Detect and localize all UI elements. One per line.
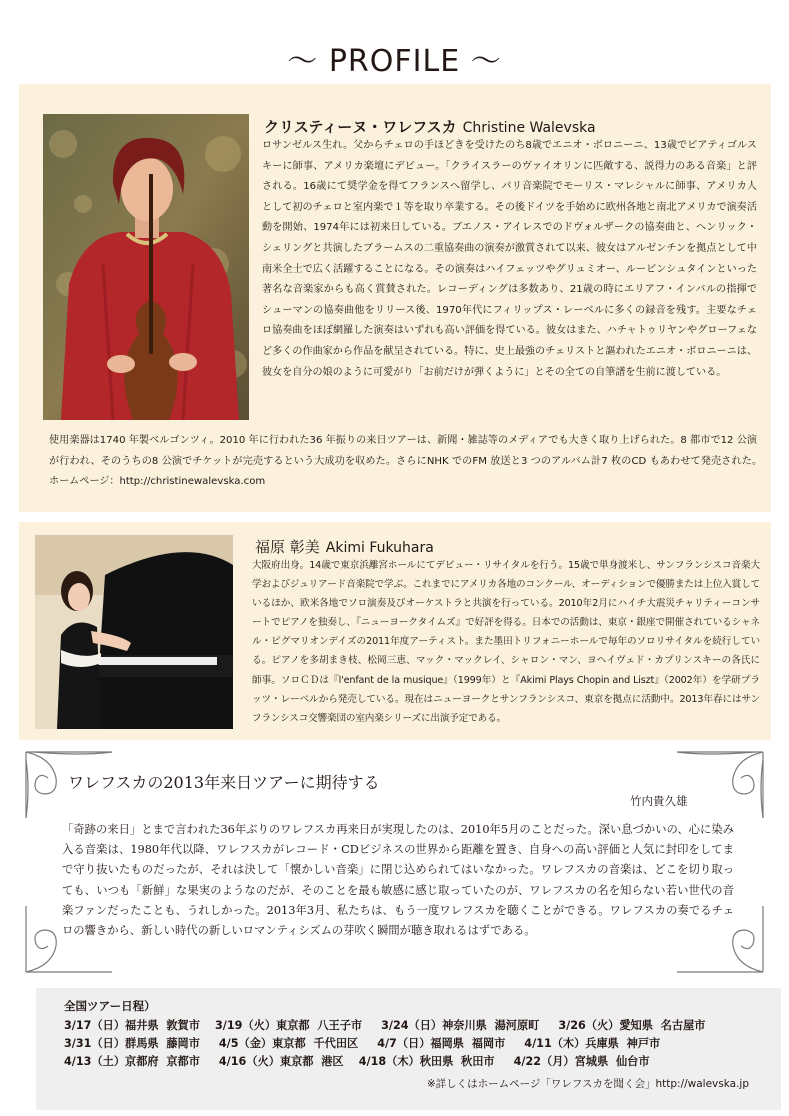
essay-body: 「奇跡の来日」とまで言われた36年ぶりのワレフスカ再来日が実現したのは、2010年5月のことだった。深い息づかいの、心に染み入る音楽は、1980年代以降、ワレフスカがレコード・CDビジネスの世界から距離を置き、自身への高い評価と人気に封印をしてまで守り抜いたものだったが、それは決して「懐かしい音楽」に閉じ込められてはいなかった。ワレフスカの音楽は、どこを切り取っても、いつも「新鮮」な果実のようなのだが、そのことを最も敏感に感じ取っていたのが、ワレフスカの名を知らない若い世代の音楽ファンだったことも、うれしかった。2013年3月、私たちは、もう一度ワレフスカを聴くことができる。ワレフスカの奏でるチェロの響きから、新しい時代の新しいロマンティシズムの芽吹く瞬間が聴き取れるはずである。	[62, 823, 734, 938]
page-title: ～ PROFILE ～	[287, 44, 502, 79]
profile-panel-fukuhara	[19, 522, 771, 740]
walevska-name	[264, 116, 596, 137]
fukuhara-name	[255, 536, 434, 557]
walevska-bio-continued: 使用楽器は1740 年製ベルゴンツィ。2010 年に行われた36 年振りの来日ツアーは、新聞・雑誌等のメディアでも大きく取り上げられた。8 都市で12 公演が行われ、そのうちの8 公演でチケットが完売するという大成功を収めた。さらにNHK でのFM 放送と3 つのアルバム計7 枚のCD もあわせて発売された。 ホームページ：http://christinewalevska.com	[49, 435, 768, 488]
tour-row: 4/13（土）京都府 京都市 4/16（火）東京都 港区 4/18（木）秋田県 秋田市 4/22（月）宮城県 仙台市	[64, 1055, 650, 1068]
fukuhara-name-ja: 福原 彰美	[255, 538, 320, 556]
tour-row: 3/31（日）群馬県 藤岡市 4/5（金）東京都 千代田区 4/7（日）福岡県 福岡市 4/11（木）兵庫県 神戸市	[64, 1037, 661, 1050]
walevska-photo	[43, 114, 249, 420]
fukuhara-bio: 大阪府出身。14歳で東京浜離宮ホールにてデビュー・リサイタルを行う。15歳で単身渡米し、サンフランシスコ音楽大学およびジュリアード音楽院で学ぶ。これまでにアメリカ各地のコンクール、オーディションで優勝または上位入賞しているほか、欧米各地でソロ演奏及びオーケストラと共演を行っている。2010年2月にハイチ大震災チャリティーコンサートでピアノを独奏し、『ニューヨークタイムズ』で好評を得る。日本での活動は、東京・銀座で開催されているシャネル・ピグマリオンデイズの2011年度アーティスト。また墨田トリフォニーホールで毎年のソロリサイタルを続行している。ピアノを多胡まき枝、松岡三恵、マック・マックレイ、シャロン・マン、ヨヘイヴェド・カプリンスキーの各氏に 師事。ソロＣＤは『l'enfant de la musique』（1999年）と『Akimi Plays Chopin and Liszt』（2002年）を学研プラッツ・レーベルから発売している。現在はニューヨークとサンフランシスコ、東京を拠点に活動中。2013年春にはサンフランシスコ交響楽団の室内楽シリーズに出演予定である。	[252, 560, 770, 724]
tour-note: ※詳しくはホームページ「ワレフスカを聞く会」http://walevska.jp	[426, 1078, 749, 1090]
walevska-name-ja: クリスティーヌ・ワレフスカ	[264, 118, 457, 136]
tour-title: 全国ツアー日程）	[64, 999, 156, 1013]
fukuhara-photo	[35, 535, 233, 729]
fukuhara-name-en: Akimi Fukuhara	[325, 540, 434, 556]
essay-title: ワレフスカの2013年来日ツアーに期待する	[68, 773, 380, 792]
walevska-bio: ロサンゼルス生れ。父からチェロの手ほどきを受けたのち8歳でエニオ・ボロニーニ、13歳でピアティゴルスキーに師事、アメリカ楽壇にデビュー。「クライスラーのヴァイオリンに匹敵する、説得力のある音楽」と評される。16歳にて奨学金を得てフランスへ留学し、パリ音楽院でモーリス・マレシャルに師事、アメリカ人として初のチェロと室内楽で１等を取り卒業する。その後ドイツを手始めに欧州各地と南北アメリカで演奏活動を開始、1974年には初来日している。ブエノス・アイレスでのドヴォルザークの協奏曲と、ヘンリック・シェリングと共演したブラームスの二重協奏曲の演奏が激賞されて以来、彼女はアルゼンチンを拠点として中南米全土で広く活躍することになる。その演奏はハイフェッツやグリュミオー、ルービンシュタインといった著名な音楽家からも高く賞賛された。レコーディングは多数あり、21歳の時にエリアフ・インバルの指揮でシューマンの協奏曲他をリリース後、1970年代にフィリップス・レーベルに多くの録音を残す。主要なチェロ協奏曲をほぼ網羅した演奏はいずれも高い評価を得ている。彼女はまた、ハチャトゥリヤンやグローフェなど多くの作曲家から作品を献呈されている。特に、史上最強のチェリストと謳われたエニオ・ボロニーニは、彼女を自分の娘のように可愛がり「お前だけが弾くように」とその全ての自筆譜を生前に渡している。	[262, 140, 757, 378]
profile-panel-walevska	[19, 84, 771, 512]
tour-row: 3/17（日）福井県 敦賀市 3/19（火）東京都 八王子市 3/24（日）神奈川県 湯河原町 3/26（火）愛知県 名古屋市	[64, 1019, 706, 1032]
walevska-name-en: Christine Walevska	[462, 120, 596, 136]
essay-author: 竹内貴久雄	[630, 794, 688, 808]
